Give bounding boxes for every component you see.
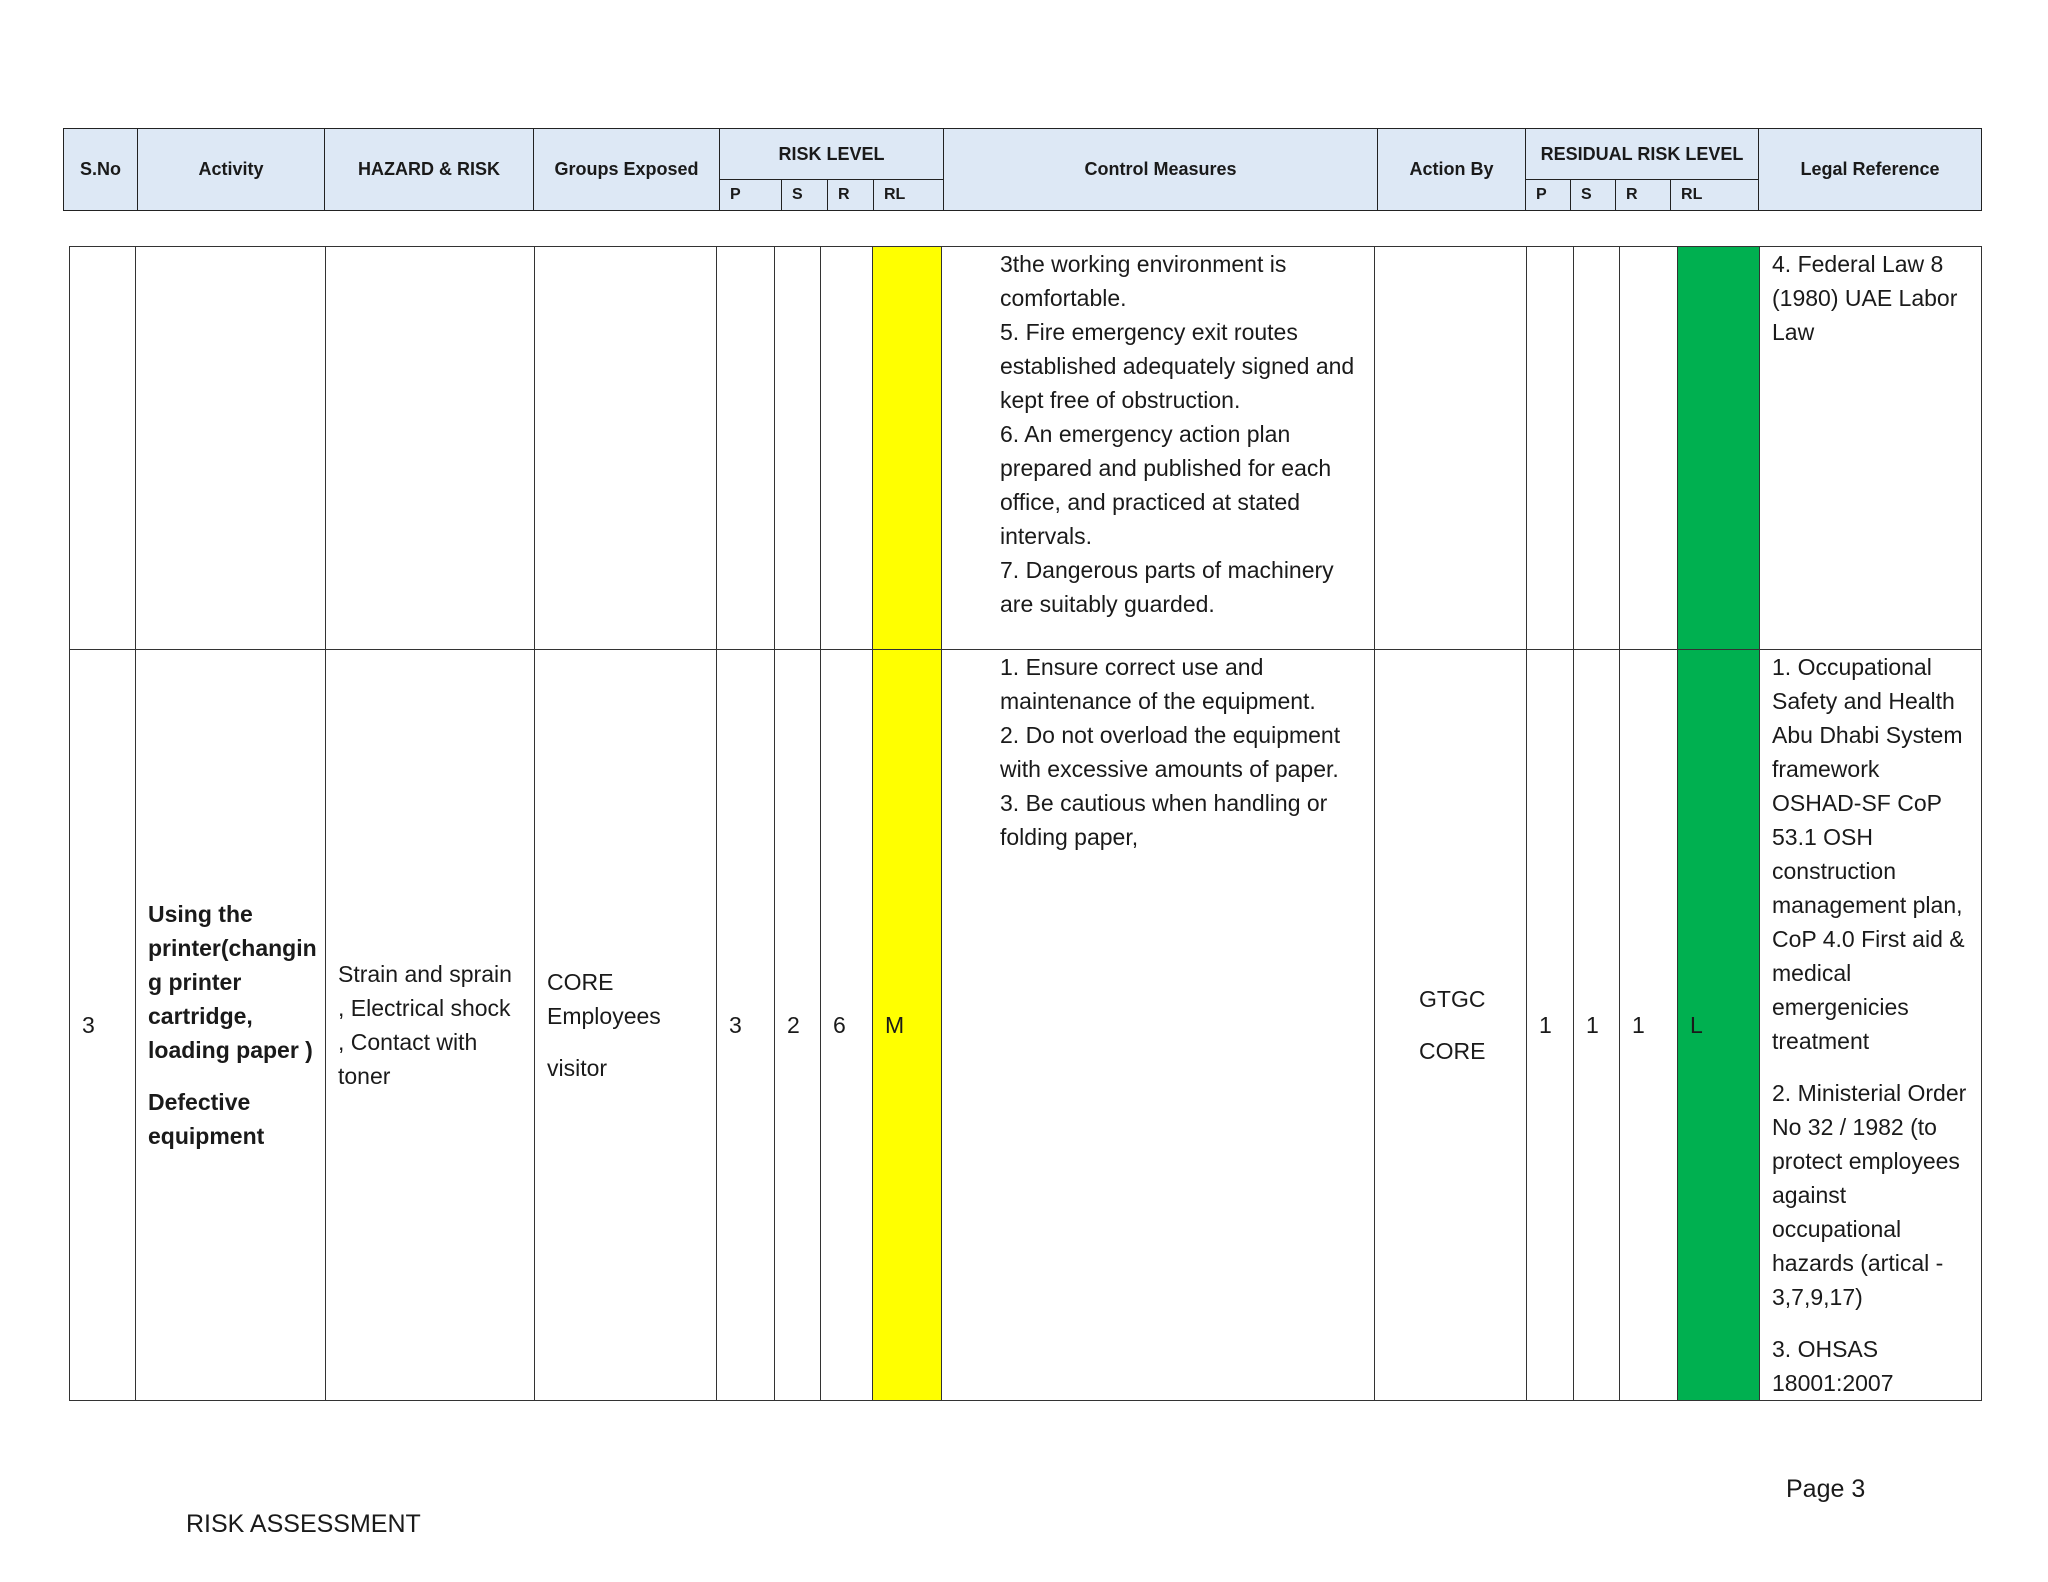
legal-ref: 1. Occupational Safety and Health Abu Dhabi System framework OSHAD-SF CoP 53.1 OSH construction management plan, CoP 4.0 First aid & medical emergenicies treatment: [1772, 654, 1965, 1054]
row1-groups: [535, 247, 717, 650]
activity-text: Using the printer(changin g printer cartridge, loading paper ): [148, 901, 317, 1063]
row2-activity: [136, 650, 326, 1401]
row1-action: [1375, 247, 1527, 650]
groups-visitor: visitor: [547, 1055, 608, 1081]
row1-sno: [70, 247, 136, 650]
control-item: 7. Dangerous parts of machinery are suitably guarded.: [1000, 557, 1334, 617]
row2-control: [942, 650, 1375, 1401]
row1-res-rl: [1678, 247, 1760, 650]
header-risk-rl: RL: [874, 180, 944, 211]
footer-title: RISK ASSESSMENT: [186, 1510, 421, 1538]
header-res-r: R: [1616, 180, 1671, 211]
risk-table-header: [63, 128, 1982, 211]
header-res-s: S: [1571, 180, 1616, 211]
action-core: CORE: [1419, 1038, 1486, 1064]
header-activity: Activity: [138, 129, 325, 211]
row2-sno: 3: [70, 650, 136, 1401]
activity-subtext: Defective equipment: [148, 1089, 265, 1149]
control-item: 1. Ensure correct use and maintenance of the equipment.: [1000, 654, 1316, 714]
row2-res-rl: L: [1678, 650, 1760, 1401]
header-hazard: HAZARD & RISK: [325, 129, 534, 211]
row1-hazard: [326, 247, 535, 650]
header-res-rl: RL: [1671, 180, 1759, 211]
row1-control: [942, 247, 1375, 650]
header-res-p: P: [1526, 180, 1571, 211]
header-action-by: Action By: [1378, 129, 1526, 211]
row2-legal: [1760, 650, 1982, 1401]
header-control: Control Measures: [944, 129, 1378, 211]
row2-rl: M: [873, 650, 942, 1401]
header-risk-s: S: [782, 180, 828, 211]
header-risk-p: P: [720, 180, 782, 211]
legal-ref: 2. Ministerial Order No 32 / 1982 (to protect employees against occupational hazards (artical - 3,7,9,17): [1772, 1080, 1967, 1310]
table-row: [70, 650, 1982, 1401]
row1-p: [717, 247, 775, 650]
risk-table-body: [69, 246, 1982, 1401]
control-item: 6. An emergency action plan prepared and published for each office, and practiced at stated intervals.: [1000, 421, 1332, 549]
row1-activity: [136, 247, 326, 650]
row2-action: [1375, 650, 1527, 1401]
row2-groups: [535, 650, 717, 1401]
row2-r: 6: [821, 650, 873, 1401]
row2-res-p: 1: [1527, 650, 1574, 1401]
legal-ref: 3. OHSAS 18001:2007: [1772, 1336, 1894, 1396]
row1-legal: 4. Federal Law 8 (1980) UAE Labor Law: [1760, 247, 1982, 650]
row1-res-p: [1527, 247, 1574, 650]
row2-p: 3: [717, 650, 775, 1401]
row2-hazard: Strain and sprain , Electrical shock , Contact with toner: [326, 650, 535, 1401]
groups-text: CORE Employees: [547, 969, 661, 1029]
row1-res-r: [1620, 247, 1678, 650]
header-groups: Groups Exposed: [534, 129, 720, 211]
header-sno: S.No: [64, 129, 138, 211]
table-row: [70, 247, 1982, 650]
control-item: 3the working environment is comfortable.: [1000, 251, 1287, 311]
page-number: Page 3: [1786, 1475, 1866, 1503]
header-legal: Legal Reference: [1759, 129, 1982, 211]
row1-r: [821, 247, 873, 650]
header-risk-level: RISK LEVEL: [720, 129, 944, 180]
control-item: 2. Do not overload the equipment with excessive amounts of paper.: [1000, 722, 1341, 782]
row2-res-s: 1: [1574, 650, 1620, 1401]
row1-s: [775, 247, 821, 650]
row1-rl: [873, 247, 942, 650]
row2-s: 2: [775, 650, 821, 1401]
control-item: 3. Be cautious when handling or folding paper,: [1000, 790, 1328, 850]
control-item: 5. Fire emergency exit routes established adequately signed and kept free of obstruction.: [1000, 319, 1355, 413]
action-gtgc: GTGC: [1419, 986, 1486, 1012]
header-risk-r: R: [828, 180, 874, 211]
header-residual-level: RESIDUAL RISK LEVEL: [1526, 129, 1759, 180]
row2-res-r: 1: [1620, 650, 1678, 1401]
row1-res-s: [1574, 247, 1620, 650]
